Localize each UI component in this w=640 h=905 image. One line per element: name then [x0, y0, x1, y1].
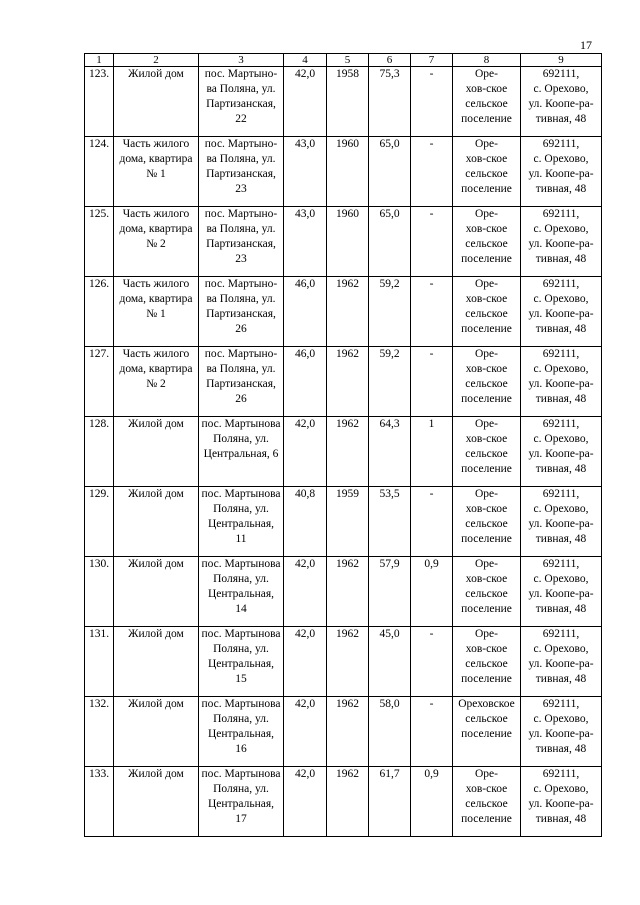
- row-number: 126.: [85, 277, 114, 347]
- object-name: Жилой дом: [114, 67, 199, 137]
- owner-address: 692111, с. Орехово, ул. Коопе-ра- тивная, 48: [521, 627, 602, 697]
- row-number: 124.: [85, 137, 114, 207]
- table-row: [85, 207, 602, 277]
- table-row: [85, 697, 602, 767]
- owner-cell: Оре- хов-ское сельское поселение: [453, 277, 521, 347]
- wear-cell: 0,9: [411, 767, 453, 837]
- wear-cell: -: [411, 137, 453, 207]
- area-value: 42,0: [284, 557, 327, 627]
- table-row: [85, 277, 602, 347]
- owner-cell: Оре- хов-ское сельское поселение: [453, 417, 521, 487]
- owner-cell: Оре- хов-ское сельское поселение: [453, 207, 521, 277]
- year-built: 1960: [327, 207, 369, 277]
- object-name: Жилой дом: [114, 557, 199, 627]
- area-value: 40,8: [284, 487, 327, 557]
- value-cell: 45,0: [369, 627, 411, 697]
- object-name: Жилой дом: [114, 487, 199, 557]
- column-header: 4: [284, 54, 327, 67]
- object-name: Часть жилого дома, квартира № 1: [114, 277, 199, 347]
- wear-cell: -: [411, 487, 453, 557]
- owner-address: 692111, с. Орехово, ул. Коопе-ра- тивная, 48: [521, 487, 602, 557]
- table-row: [85, 347, 602, 417]
- column-header: 3: [199, 54, 284, 67]
- object-name: Жилой дом: [114, 417, 199, 487]
- owner-address: 692111, с. Орехово, ул. Коопе-ра- тивная, 48: [521, 557, 602, 627]
- year-built: 1958: [327, 67, 369, 137]
- row-number: 125.: [85, 207, 114, 277]
- object-address: пос. Мартыно- ва Поляна, ул. Партизанская, 23: [199, 137, 284, 207]
- row-number: 123.: [85, 67, 114, 137]
- year-built: 1959: [327, 487, 369, 557]
- area-value: 46,0: [284, 277, 327, 347]
- year-built: 1962: [327, 697, 369, 767]
- year-built: 1962: [327, 767, 369, 837]
- value-cell: 59,2: [369, 347, 411, 417]
- owner-cell: Оре- хов-ское сельское поселение: [453, 67, 521, 137]
- object-address: пос. Мартынова Поляна, ул. Центральная, 6: [199, 417, 284, 487]
- row-number: 130.: [85, 557, 114, 627]
- wear-cell: -: [411, 347, 453, 417]
- object-address: пос. Мартынова Поляна, ул. Центральная, 14: [199, 557, 284, 627]
- table-row: [85, 557, 602, 627]
- owner-address: 692111, с. Орехово, ул. Коопе-ра- тивная, 48: [521, 347, 602, 417]
- object-address: пос. Мартынова Поляна, ул. Центральная, 11: [199, 487, 284, 557]
- object-address: пос. Мартынова Поляна, ул. Центральная, 15: [199, 627, 284, 697]
- value-cell: 75,3: [369, 67, 411, 137]
- owner-address: 692111, с. Орехово, ул. Коопе-ра- тивная, 48: [521, 277, 602, 347]
- row-number: 129.: [85, 487, 114, 557]
- row-number: 128.: [85, 417, 114, 487]
- owner-cell: Оре- хов-ское сельское поселение: [453, 557, 521, 627]
- object-name: Жилой дом: [114, 697, 199, 767]
- object-address: пос. Мартыно- ва Поляна, ул. Партизанская, 23: [199, 207, 284, 277]
- value-cell: 59,2: [369, 277, 411, 347]
- table-row: [85, 67, 602, 137]
- column-header: 5: [327, 54, 369, 67]
- object-address: пос. Мартыно- ва Поляна, ул. Партизанская, 26: [199, 347, 284, 417]
- table-row: [85, 627, 602, 697]
- wear-cell: -: [411, 207, 453, 277]
- year-built: 1962: [327, 417, 369, 487]
- area-value: 42,0: [284, 767, 327, 837]
- column-header: 1: [85, 54, 114, 67]
- value-cell: 65,0: [369, 207, 411, 277]
- wear-cell: 0,9: [411, 557, 453, 627]
- object-address: пос. Мартынова Поляна, ул. Центральная, 17: [199, 767, 284, 837]
- year-built: 1962: [327, 627, 369, 697]
- owner-cell: Оре- хов-ское сельское поселение: [453, 487, 521, 557]
- area-value: 42,0: [284, 67, 327, 137]
- wear-cell: -: [411, 67, 453, 137]
- year-built: 1960: [327, 137, 369, 207]
- row-number: 133.: [85, 767, 114, 837]
- owner-cell: Оре- хов-ское сельское поселение: [453, 137, 521, 207]
- page-number: 17: [580, 38, 592, 52]
- column-header: 9: [521, 54, 602, 67]
- owner-address: 692111, с. Орехово, ул. Коопе-ра- тивная, 48: [521, 417, 602, 487]
- row-number: 127.: [85, 347, 114, 417]
- column-header: 7: [411, 54, 453, 67]
- owner-address: 692111, с. Орехово, ул. Коопе-ра- тивная, 48: [521, 767, 602, 837]
- area-value: 42,0: [284, 417, 327, 487]
- year-built: 1962: [327, 557, 369, 627]
- object-address: пос. Мартыно- ва Поляна, ул. Партизанская, 22: [199, 67, 284, 137]
- row-number: 132.: [85, 697, 114, 767]
- owner-cell: Ореховское сельское поселение: [453, 697, 521, 767]
- object-name: Жилой дом: [114, 767, 199, 837]
- area-value: 43,0: [284, 207, 327, 277]
- area-value: 46,0: [284, 347, 327, 417]
- area-value: 42,0: [284, 697, 327, 767]
- owner-address: 692111, с. Орехово, ул. Коопе-ра- тивная, 48: [521, 207, 602, 277]
- value-cell: 61,7: [369, 767, 411, 837]
- table-row: [85, 487, 602, 557]
- column-header: 2: [114, 54, 199, 67]
- wear-cell: -: [411, 697, 453, 767]
- owner-address: 692111, с. Орехово, ул. Коопе-ра- тивная, 48: [521, 67, 602, 137]
- value-cell: 58,0: [369, 697, 411, 767]
- header-row: [85, 54, 602, 67]
- table-row: [85, 767, 602, 837]
- object-name: Часть жилого дома, квартира № 1: [114, 137, 199, 207]
- year-built: 1962: [327, 277, 369, 347]
- owner-cell: Оре- хов-ское сельское поселение: [453, 627, 521, 697]
- owner-address: 692111, с. Орехово, ул. Коопе-ра- тивная, 48: [521, 137, 602, 207]
- property-register-table: [84, 53, 602, 837]
- column-header: 6: [369, 54, 411, 67]
- wear-cell: -: [411, 277, 453, 347]
- wear-cell: 1: [411, 417, 453, 487]
- table-row: [85, 137, 602, 207]
- owner-cell: Оре- хов-ское сельское поселение: [453, 767, 521, 837]
- column-header: 8: [453, 54, 521, 67]
- object-name: Жилой дом: [114, 627, 199, 697]
- row-number: 131.: [85, 627, 114, 697]
- value-cell: 65,0: [369, 137, 411, 207]
- wear-cell: -: [411, 627, 453, 697]
- area-value: 43,0: [284, 137, 327, 207]
- object-name: Часть жилого дома, квартира № 2: [114, 347, 199, 417]
- value-cell: 64,3: [369, 417, 411, 487]
- value-cell: 53,5: [369, 487, 411, 557]
- owner-address: 692111, с. Орехово, ул. Коопе-ра- тивная, 48: [521, 697, 602, 767]
- object-name: Часть жилого дома, квартира № 2: [114, 207, 199, 277]
- table-row: [85, 417, 602, 487]
- year-built: 1962: [327, 347, 369, 417]
- area-value: 42,0: [284, 627, 327, 697]
- value-cell: 57,9: [369, 557, 411, 627]
- owner-cell: Оре- хов-ское сельское поселение: [453, 347, 521, 417]
- object-address: пос. Мартынова Поляна, ул. Центральная, 16: [199, 697, 284, 767]
- object-address: пос. Мартыно- ва Поляна, ул. Партизанская, 26: [199, 277, 284, 347]
